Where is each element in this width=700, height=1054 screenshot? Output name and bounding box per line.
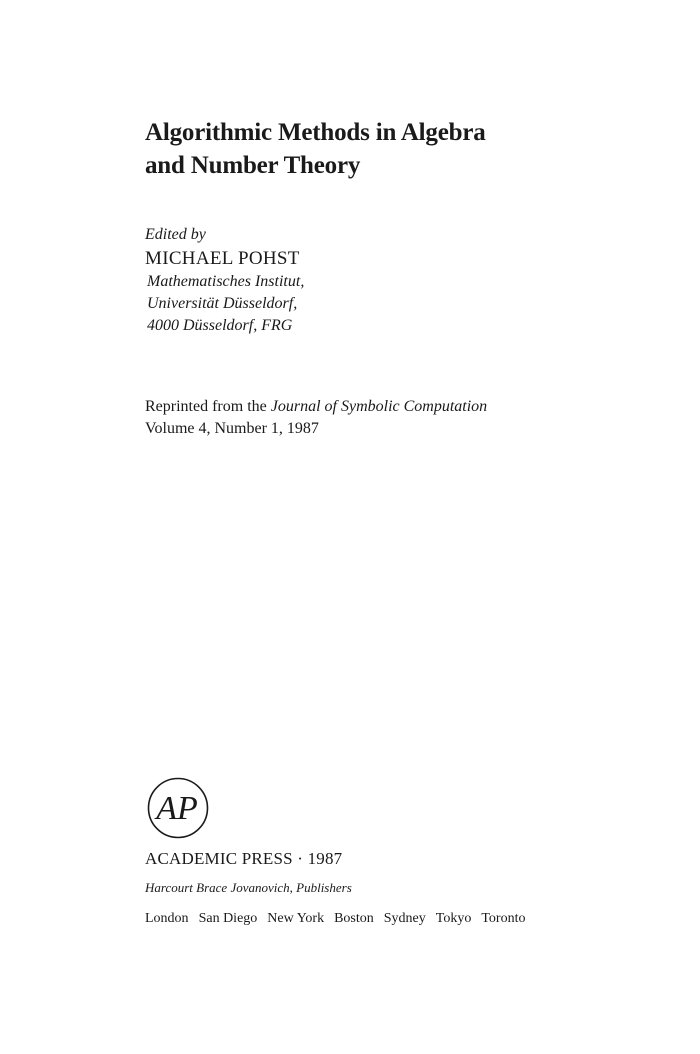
title-line-1: Algorithmic Methods in Algebra: [145, 119, 486, 146]
city-tokyo: Tokyo: [435, 911, 472, 926]
reprint-prefix: Reprinted from the: [145, 398, 271, 415]
city-boston: Boston: [334, 911, 374, 926]
reprint-volume: Volume 4, Number 1, 1987: [145, 420, 319, 437]
city-san-diego: San Diego: [198, 911, 258, 926]
publisher-parent: Harcourt Brace Jovanovich, Publishers: [145, 880, 352, 895]
reprint-line-1: [145, 396, 685, 418]
city-sydney: Sydney: [383, 911, 426, 926]
journal-title: Journal of Symbolic Computation: [270, 398, 488, 415]
city-toronto: Toronto: [481, 911, 526, 926]
edited-by-label: Edited by: [145, 226, 206, 243]
editor-section: [145, 224, 645, 337]
affiliation-line-2: Universität Düsseldorf,: [147, 295, 298, 312]
title-line-2: and Number Theory: [145, 152, 361, 179]
publisher-cities: [145, 910, 685, 928]
publisher-section: [145, 848, 685, 928]
city-london: London: [145, 911, 189, 926]
book-title: [145, 116, 645, 182]
reprint-notice: [145, 396, 685, 440]
editor-name: MICHAEL POHST: [145, 248, 300, 269]
affiliation-line-1: Mathematisches Institut,: [147, 273, 305, 290]
logo-letters: AP: [156, 790, 198, 827]
affiliation-line-3: 4000 Düsseldorf, FRG: [147, 317, 293, 334]
publisher-name: ACADEMIC PRESS · 1987: [145, 849, 343, 868]
academic-press-logo: [146, 776, 210, 840]
city-new-york: New York: [267, 911, 325, 926]
